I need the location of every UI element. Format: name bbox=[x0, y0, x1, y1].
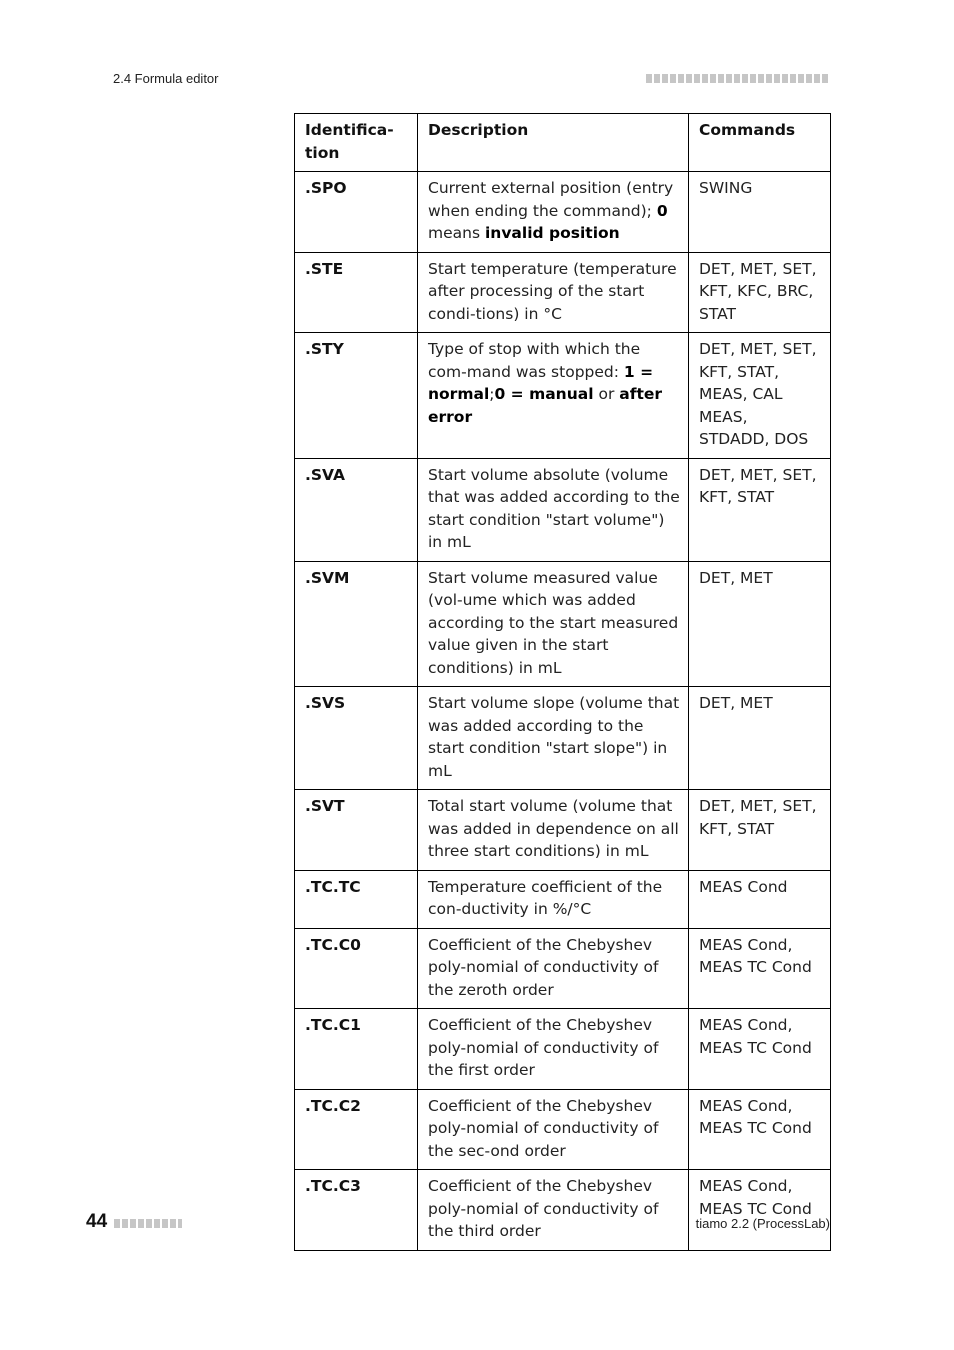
identification-cell: .STE bbox=[295, 252, 418, 333]
description-cell: Coefficient of the Chebyshev poly-nomial of conductivity of the zeroth order bbox=[418, 928, 689, 1009]
formula-variables-table bbox=[294, 113, 831, 1251]
identification-cell: .STY bbox=[295, 333, 418, 459]
footer-decorative-dots bbox=[114, 1219, 182, 1228]
table-row bbox=[295, 1089, 831, 1170]
description-cell: Coefficient of the Chebyshev poly-nomial of conductivity of the sec-ond order bbox=[418, 1089, 689, 1170]
commands-cell: MEAS Cond, MEAS TC Cond bbox=[689, 1009, 831, 1090]
description-cell: Start temperature (temperature after processing of the start condi-tions) in °C bbox=[418, 252, 689, 333]
description-cell: Coefficient of the Chebyshev poly-nomial of conductivity of the first order bbox=[418, 1009, 689, 1090]
description-cell: Start volume slope (volume that was added according to the start condition "start slope") in mL bbox=[418, 687, 689, 790]
identification-cell: .TC.TC bbox=[295, 870, 418, 928]
table-row bbox=[295, 1170, 831, 1251]
table-row bbox=[295, 870, 831, 928]
identification-cell: .SVS bbox=[295, 687, 418, 790]
commands-cell: MEAS Cond, MEAS TC Cond bbox=[689, 928, 831, 1009]
commands-cell: DET, MET, SET, KFT, STAT bbox=[689, 790, 831, 871]
identification-cell: .SVT bbox=[295, 790, 418, 871]
commands-cell: DET, MET, SET, KFT, STAT, MEAS, CAL MEAS, STDADD, DOS bbox=[689, 333, 831, 459]
commands-cell: DET, MET bbox=[689, 561, 831, 687]
table-row bbox=[295, 333, 831, 459]
running-header-section: 2.4 Formula editor bbox=[113, 71, 219, 86]
table-header-row bbox=[295, 114, 831, 172]
table-row bbox=[295, 687, 831, 790]
description-cell: Coefficient of the Chebyshev poly-nomial of conductivity of the third order bbox=[418, 1170, 689, 1251]
header-decorative-dots bbox=[646, 74, 830, 83]
column-header-commands: Commands bbox=[689, 114, 831, 172]
commands-cell: MEAS Cond bbox=[689, 870, 831, 928]
table-row bbox=[295, 172, 831, 253]
description-cell: Start volume absolute (volume that was added according to the start condition "start volume") in mL bbox=[418, 458, 689, 561]
description-cell: Start volume measured value (vol-ume which was added according to the start measured value given in the start conditions) in mL bbox=[418, 561, 689, 687]
description-cell: Temperature coefficient of the con-ductivity in %/°C bbox=[418, 870, 689, 928]
commands-cell: DET, MET bbox=[689, 687, 831, 790]
table-row bbox=[295, 1009, 831, 1090]
identification-cell: .SVM bbox=[295, 561, 418, 687]
identification-cell: .SPO bbox=[295, 172, 418, 253]
column-header-identification: Identifica- tion bbox=[295, 114, 418, 172]
commands-cell: SWING bbox=[689, 172, 831, 253]
identification-cell: .TC.C2 bbox=[295, 1089, 418, 1170]
description-cell: Current external position (entry when ending the command); 0 means invalid position bbox=[418, 172, 689, 253]
page-number: 44 bbox=[86, 1211, 108, 1232]
table-body bbox=[295, 172, 831, 1251]
table-row bbox=[295, 561, 831, 687]
table-row bbox=[295, 252, 831, 333]
commands-cell: MEAS Cond, MEAS TC Cond bbox=[689, 1170, 831, 1251]
commands-cell: DET, MET, SET, KFT, STAT bbox=[689, 458, 831, 561]
table-row bbox=[295, 458, 831, 561]
column-header-description: Description bbox=[418, 114, 689, 172]
identification-cell: .SVA bbox=[295, 458, 418, 561]
identification-cell: .TC.C1 bbox=[295, 1009, 418, 1090]
identification-cell: .TC.C3 bbox=[295, 1170, 418, 1251]
commands-cell: DET, MET, SET, KFT, KFC, BRC, STAT bbox=[689, 252, 831, 333]
description-cell: Type of stop with which the com-mand was stopped: 1 = normal;0 = manual or after error bbox=[418, 333, 689, 459]
footer-product: tiamo 2.2 (ProcessLab) bbox=[695, 1216, 830, 1231]
table-row bbox=[295, 790, 831, 871]
identification-cell: .TC.C0 bbox=[295, 928, 418, 1009]
description-cell: Total start volume (volume that was added in dependence on all three start conditions) in mL bbox=[418, 790, 689, 871]
table-row bbox=[295, 928, 831, 1009]
commands-cell: MEAS Cond, MEAS TC Cond bbox=[689, 1089, 831, 1170]
